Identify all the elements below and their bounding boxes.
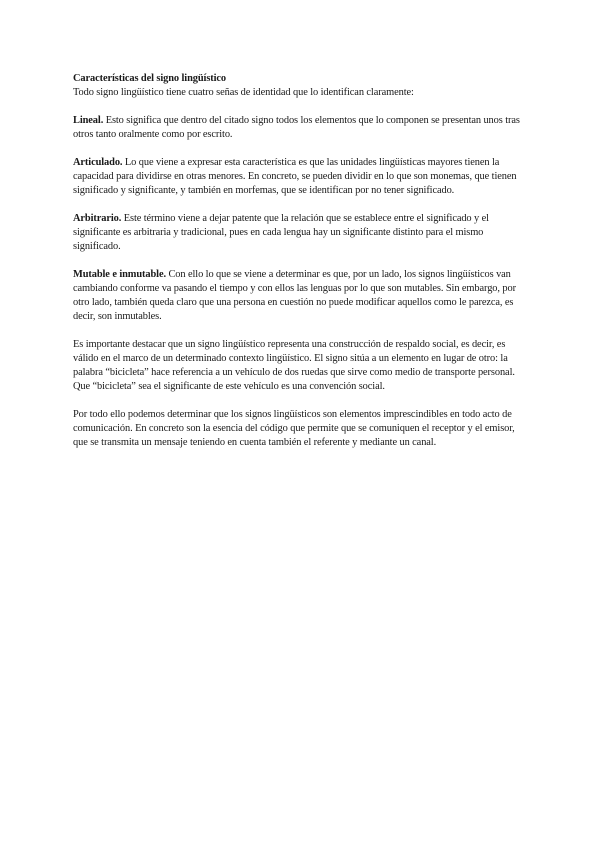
characteristic-lineal — [73, 114, 528, 142]
characteristic-text: Esto significa que dentro del citado signo todos los elementos que lo componen se presentan unos tras otros tanto oralmente como por escrito. — [73, 115, 520, 140]
intro-text: Todo signo lingüístico tiene cuatro señas de identidad que lo identifican claramente: — [73, 87, 414, 98]
characteristic-articulado — [73, 156, 528, 198]
body-paragraph: Por todo ello podemos determinar que los signos lingüísticos son elementos imprescindibles en todo acto de comunicación. En concreto son la esencia del código que permite que se comuniquen el receptor y el emisor, que se transmita un mensaje teniendo en cuenta también el referente y mediante un canal. — [73, 409, 515, 448]
characteristic-mutable — [73, 268, 528, 324]
document-page — [73, 72, 528, 464]
characteristic-text: Lo que viene a expresar esta característica es que las unidades lingüísticas mayores tienen la capacidad para dividirse en otras menores. En concreto, se pueden dividir en lo que son monemas, que tienen significado y significante, y también en morfemas, que se identifican por no tener significado. — [73, 157, 517, 196]
characteristic-text: Este término viene a dejar patente que la relación que se establece entre el significado y el significante es arbitraria y tradicional, pues en cada lengua hay un significante distinto para el mismo significado. — [73, 213, 489, 252]
characteristic-text: Con ello lo que se viene a determinar es que, por un lado, los signos lingüísticos van cambiando conforme va pasando el tiempo y con ellos las lenguas por lo que son mutables. Sin embargo, por otro lado, también queda claro que una persona en cuestión no puede modificar aquellos como le parezca, es decir, son inmutables. — [73, 269, 516, 322]
characteristic-term: Lineal. — [73, 115, 104, 126]
characteristic-term: Arbitrario. — [73, 213, 122, 224]
characteristic-term: Mutable e inmutable. — [73, 269, 166, 280]
characteristic-term: Articulado. — [73, 157, 123, 168]
body-paragraph: Es importante destacar que un signo lingüístico representa una construcción de respaldo social, es decir, es válido en el marco de un determinado contexto lingüístico. El signo sitúa a un elemento en lugar de otro: la palabra “bicicleta” hace referencia a un vehículo de dos ruedas que sirve como medio de transporte personal. Que “bicicleta” sea el significante de este vehículo es una convención social. — [73, 339, 515, 392]
characteristic-arbitrario — [73, 212, 528, 254]
document-title: Características del signo lingüístico — [73, 73, 227, 84]
